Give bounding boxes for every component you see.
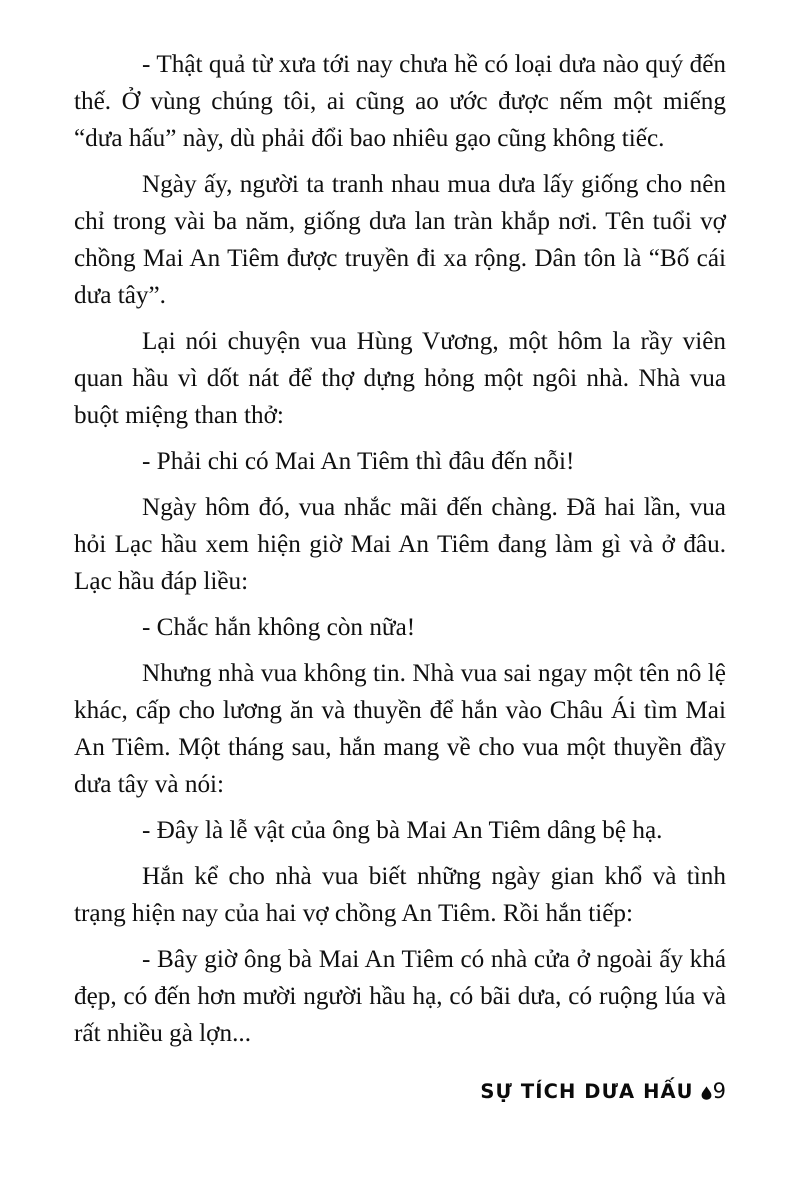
- water-drop-icon: [701, 1086, 712, 1100]
- paragraph-5: Ngày hôm đó, vua nhắc mãi đến chàng. Đã hai lần, vua hỏi Lạc hầu xem hiện giờ Mai An Tiêm đang làm gì và ở đâu. Lạc hầu đáp liều:: [74, 494, 726, 595]
- footer-story-title: SỰ TÍCH DƯA HẤU: [480, 1080, 694, 1103]
- paragraph-3: Lại nói chuyện vua Hùng Vương, một hôm la rầy viên quan hầu vì dốt nát để thợ dựng hỏng một ngôi nhà. Nhà vua buột miệng than thở:: [74, 328, 726, 429]
- paragraph-4-dialogue: - Phải chi có Mai An Tiêm thì đâu đến nỗi!: [142, 448, 575, 475]
- paragraph-9: Hắn kể cho nhà vua biết những ngày gian khổ và tình trạng hiện nay của hai vợ chồng An Tiêm. Rồi hắn tiếp:: [74, 863, 726, 927]
- paragraph-10-dialogue: - Bây giờ ông bà Mai An Tiêm có nhà cửa ở ngoài ấy khá đẹp, có đến hơn mười người hầu hạ, có bãi dưa, có ruộng lúa và rất nhiều gà lợn...: [74, 946, 726, 1047]
- paragraph-8-dialogue: - Đây là lễ vật của ông bà Mai An Tiêm dâng bệ hạ.: [142, 817, 663, 844]
- paragraph-2: Ngày ấy, người ta tranh nhau mua dưa lấy giống cho nên chỉ trong vài ba năm, giống dưa lan tràn khắp nơi. Tên tuổi vợ chồng Mai An Tiêm được truyền đi xa rộng. Dân tôn là “Bố cái dưa tây”.: [74, 171, 726, 309]
- footer-page-number: 9: [712, 1079, 726, 1103]
- paragraph-7: Nhưng nhà vua không tin. Nhà vua sai ngay một tên nô lệ khác, cấp cho lương ăn và thuyền để hắn vào Châu Ái tìm Mai An Tiêm. Một tháng sau, hắn mang về cho vua một thuyền đầy dưa tây và nói:: [74, 660, 726, 798]
- body-text-column: [74, 46, 726, 1052]
- paragraph-1: - Thật quả từ xưa tới nay chưa hề có loại dưa nào quý đến thế. Ở vùng chúng tôi, ai cũng ao ước được nếm một miếng “dưa hấu” này, dù phải đổi bao nhiêu gạo cũng không tiếc.: [74, 51, 726, 152]
- page-footer: [0, 1079, 726, 1103]
- paragraph-6-dialogue: - Chắc hắn không còn nữa!: [142, 614, 416, 641]
